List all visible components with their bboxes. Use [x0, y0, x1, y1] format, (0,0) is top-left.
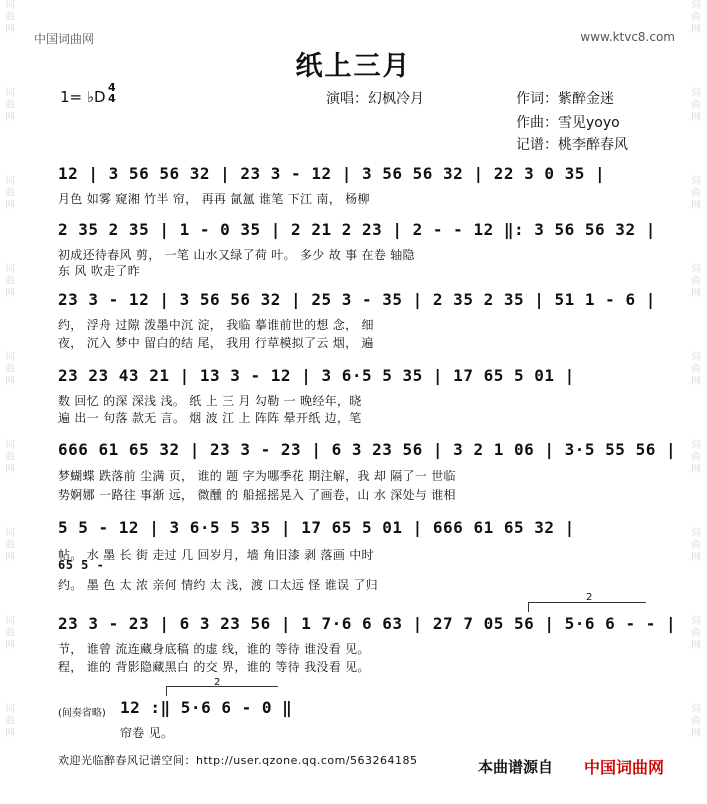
watermark-glyph-stack: 词 曲 网	[5, 0, 15, 35]
lyric-line: 节， 谁曾 流连藏身底稿 的虚 线，谁的 等待 谁没看 见。	[58, 642, 370, 656]
notation-line: 666 61 65 32 | 23 3 - 23 | 6 3 23 56 | 3 2 1 06 | 3·5 55 56 |	[58, 440, 677, 459]
volta-label: 2	[214, 677, 221, 688]
lyric-line: 月色 如雾 窥湘 竹半 帘， 再再 氤氲 谁笔 下江 南， 杨柳	[58, 192, 370, 206]
watermark-glyph-stack: 词 曲 网	[5, 264, 15, 299]
watermark-glyph-stack: 词 曲 网	[691, 528, 701, 563]
watermark-glyph-stack: 词 曲 网	[5, 352, 15, 387]
watermark-glyph-stack: 词 曲 网	[691, 440, 701, 475]
notation-line: 12 :‖ 5·6 6 - 0 ‖	[120, 698, 293, 717]
watermark-glyph-stack: 词 曲 网	[691, 616, 701, 651]
site-url: www.ktvc8.com	[580, 30, 675, 44]
interlude-note: (间奏省略)	[58, 708, 106, 719]
footer-welcome: 欢迎光临醉春风记谱空间：http://user.qzone.qq.com/563264185	[58, 754, 418, 767]
watermark-glyph-stack: 词 曲 网	[691, 264, 701, 299]
notation-line: 23 23 43 21 | 13 3 - 12 | 3 6·5 5 35 | 17 65 5 01 |	[58, 366, 575, 385]
lyric-line: 约。 墨 色 太 浓 亲何 情约 太 浅，渡 口太远 怪 谁误 了归	[58, 578, 378, 592]
volta-label: 2	[586, 592, 593, 603]
composer-credit: 作曲：雪见yoyo	[516, 115, 620, 131]
lyric-line: 东 风 吹走了昨	[58, 264, 141, 278]
watermark-glyph-stack: 词 曲 网	[691, 176, 701, 211]
notation-line: 5 5 - 12 | 3 6·5 5 35 | 17 65 5 01 | 666 61 65 32 |	[58, 518, 575, 537]
watermark-glyph-stack: 词 曲 网	[5, 528, 15, 563]
singer-credit: 演唱：幻枫冷月	[326, 91, 424, 107]
volta-bracket-edge	[166, 686, 167, 696]
lyric-line: 初成还待春风 剪， 一笔 山水又绿了荷 叶。 多少 故 事 在卷 轴隐	[58, 248, 415, 262]
watermark-glyph-stack: 词 曲 网	[691, 704, 701, 739]
notation-line: 2 35 2 35 | 1 - 0 35 | 2 21 2 23 | 2 - - 12 ‖: 3 56 56 32 |	[58, 220, 656, 239]
lyricist-credit: 作词：紫醉金迷	[516, 91, 614, 107]
notation-line: 23 3 - 12 | 3 56 56 32 | 25 3 - 35 | 2 35 2 35 | 51 1 - 6 |	[58, 290, 656, 309]
lyric-line: 帘卷 见。	[120, 726, 174, 740]
watermark-column-right	[690, 0, 702, 792]
watermark-glyph-stack: 词 曲 网	[691, 0, 701, 35]
watermark-glyph-stack: 词 曲 网	[5, 704, 15, 739]
watermark-column-left	[4, 0, 16, 792]
volta-bracket-edge	[528, 602, 529, 612]
notation-line-extra: 65 5 -	[58, 558, 105, 572]
notation-line: 23 3 - 23 | 6 3 23 56 | 1 7·6 6 63 | 27 7 05 56 | 5·6 6 - - |	[58, 614, 677, 633]
source-label: 本曲谱源自	[478, 758, 554, 776]
meter-bottom: 4	[108, 92, 116, 105]
watermark-glyph-stack: 词 曲 网	[5, 88, 15, 123]
volta-bracket-2b	[166, 686, 278, 687]
meter-top: 4	[108, 81, 116, 94]
song-title: 纸上三月	[295, 51, 412, 82]
lyric-line: 势婀娜 一路往 事渐 远， 微醺 的 船摇摇晃入 了画卷，山 水 深处与 谁相	[58, 488, 456, 502]
watermark-glyph-stack: 词 曲 网	[5, 616, 15, 651]
notation-line: 12 | 3 56 56 32 | 23 3 - 12 | 3 56 56 32 | 22 3 0 35 |	[58, 164, 606, 183]
lyric-line: 程， 谁的 背影隐藏黑白 的交 界，谁的 等待 我没看 见。	[58, 660, 370, 674]
lyric-line: 帖。 水 墨 长 街 走过 几 回岁月，墙 角旧漆 剥 落画 中时	[58, 548, 374, 562]
source-brand: 中国词曲网	[584, 758, 665, 777]
time-signature	[108, 82, 116, 104]
lyric-line: 梦蝴蝶 跌落前 尘满 页， 谁的 题 字为哪季花 期注解，我 却 隔了一 世临	[58, 469, 456, 483]
watermark-glyph-stack: 词 曲 网	[5, 440, 15, 475]
watermark-glyph-stack: 词 曲 网	[691, 352, 701, 387]
site-name: 中国词曲网	[34, 32, 95, 46]
transcriber-credit: 记谱：桃李醉春风	[516, 137, 628, 153]
lyric-line: 夜， 沉入 梦中 留白的结 尾， 我用 行草模拟了云 烟， 遍	[58, 336, 374, 350]
lyric-line: 约， 浮舟 过隙 泼墨中沉 淀， 我临 摹谁前世的想 念， 细	[58, 318, 374, 332]
key-signature: 1= ♭D	[60, 88, 106, 106]
watermark-glyph-stack: 词 曲 网	[5, 176, 15, 211]
lyric-line: 数 回忆 的深 深浅 浅。 纸 上 三 月 勾勒 一 晚经年，晓	[58, 394, 362, 408]
watermark-glyph-stack: 词 曲 网	[691, 88, 701, 123]
lyric-line: 遍 出一 句落 款无 言。 烟 波 江 上 阵阵 晕开纸 边，笔	[58, 411, 362, 425]
